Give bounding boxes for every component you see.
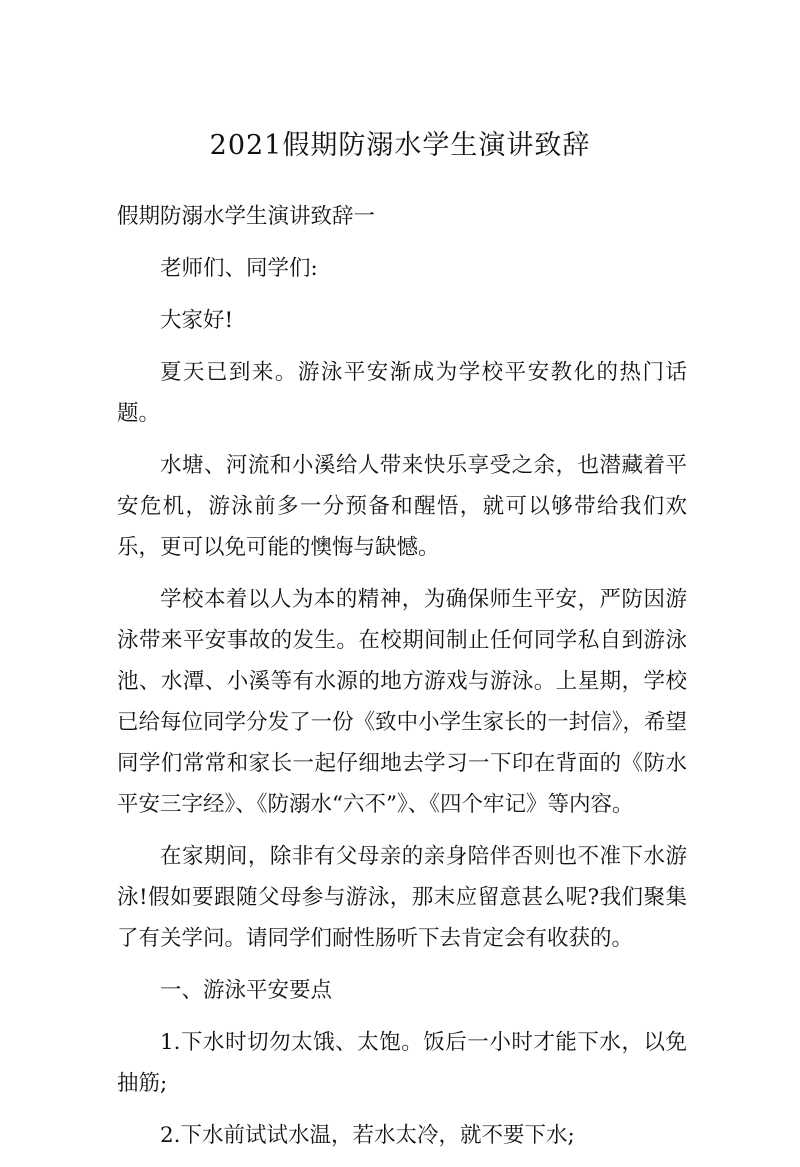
paragraph: 学校本着以人为本的精神，为确保师生平安，严防因游泳带来平安事故的发生。在校期间制止任何同学私自到游泳池、水潭、小溪等有水源的地方游戏与游泳。上星期，学校已给每位同学分发了一份《致中小学生家长的一封信》，希望同学们常常和家长一起仔细地去学习一下印在背面的《防水平安三字经》、《防溺水“六不”》、《四个牢记》等内容。: [117, 587, 687, 817]
paragraph: 在家期间，除非有父母亲的亲身陪伴否则也不准下水游泳!假如要跟随父母参与游泳，那末应留意甚么呢?我们聚集了有关学问。请同学们耐性肠听下去肯定会有收获的。: [117, 844, 687, 951]
subsection-heading: 一、游泳平安要点: [160, 978, 333, 1003]
paragraph: 夏天已到来。游泳平安渐成为学校平安教化的热门话题。: [117, 360, 687, 426]
paragraph: 水塘、河流和小溪给人带来快乐享受之余，也潜藏着平安危机，游泳前多一分预备和醒悟，就可以够带给我们欢乐，更可以免可能的懊悔与缺憾。: [117, 453, 687, 560]
salutation: 老师们、同学们:: [160, 256, 318, 281]
document-body: [117, 196, 687, 1167]
document-title: 2021假期防溺水学生演讲致辞: [209, 130, 591, 161]
list-item: 2.下水前试试水温，若水太冷，就不要下水;: [160, 1123, 575, 1148]
list-item: 1.下水时切勿太饿、太饱。饭后一小时才能下水，以免抽筋;: [117, 1030, 687, 1096]
section-heading: 假期防溺水学生演讲致辞一: [117, 204, 376, 229]
greeting: 大家好!: [160, 308, 234, 333]
